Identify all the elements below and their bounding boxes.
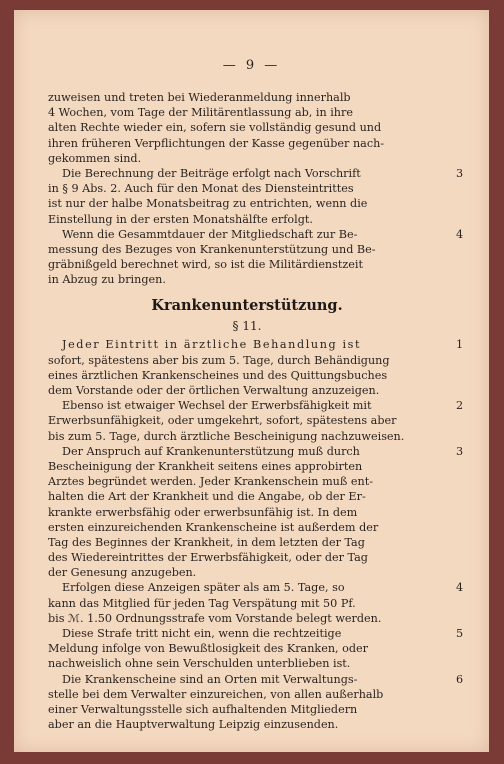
line-text: Bescheinigung der Krankheit seitens eines approbirten [48, 459, 363, 473]
text-line [48, 717, 446, 732]
text-line [48, 596, 446, 611]
text-line [48, 242, 446, 257]
text-line [48, 641, 446, 656]
line-text: alten Rechte wieder ein, sofern sie vollständig gesund und [48, 121, 382, 135]
text-line [48, 337, 464, 352]
text-line [48, 353, 446, 368]
line-text: halten die Art der Krankheit und die Angabe, ob der Er- [48, 490, 366, 504]
text-line [48, 672, 464, 687]
text-line [48, 550, 446, 565]
text-line [48, 459, 446, 474]
line-text: bis zum 5. Tage, durch ärztliche Bescheinigung nachzuweisen. [48, 429, 405, 443]
section-number: § 11. [232, 319, 262, 334]
text-line [48, 227, 464, 242]
text-line [48, 505, 446, 520]
text-line [48, 136, 446, 151]
text-line [48, 656, 446, 671]
text-line [48, 626, 464, 641]
line-text: dem Vorstande oder der örtlichen Verwaltung anzuzeigen. [48, 384, 380, 397]
text-line [48, 257, 446, 272]
text-line [48, 429, 446, 444]
line-text: ist nur der halbe Monatsbeitrag zu entrichten, wenn die [48, 197, 368, 211]
text-line [48, 383, 446, 398]
line-text: gräbnißgeld berechnet wird, so ist die Militärdienstzeit [48, 258, 363, 272]
text-line [48, 272, 446, 287]
text-line [48, 166, 464, 181]
line-text: Ebenso ist etwaiger Wechsel der Erwerbsfähigkeit mit [62, 399, 372, 413]
margin-paragraph-number: 3 [456, 444, 464, 458]
line-text: zuweisen und treten bei Wiederanmeldung innerhalb [48, 91, 351, 104]
line-text: der Genesung anzugeben. [48, 566, 197, 580]
text-line [48, 398, 464, 413]
text-line [48, 444, 464, 459]
line-text: Tag des Beginnes der Krankheit, in dem letzten der Tag [48, 535, 365, 549]
line-text: Der Anspruch auf Krankenunterstützung muß durch [62, 444, 360, 458]
line-text: eines ärztlichen Krankenscheines und des Quittungsbuches [48, 368, 388, 382]
text-line [48, 181, 446, 196]
text-line [48, 413, 446, 428]
text-line [48, 196, 446, 211]
line-text: in Abzug zu bringen. [48, 273, 166, 287]
text-line [48, 580, 464, 595]
text-line [48, 212, 446, 227]
margin-paragraph-number: 2 [456, 399, 464, 413]
paragraph-group-section-11 [48, 337, 464, 732]
margin-paragraph-number: 6 [456, 672, 464, 686]
line-text: Einstellung in der ersten Monatshälfte erfolgt. [48, 212, 313, 226]
line-text: Diese Strafe tritt nicht ein, wenn die rechtzeitige [62, 627, 342, 640]
text-line [48, 151, 446, 166]
text-line [48, 489, 446, 504]
line-text: ihren früheren Verpflichtungen der Kasse gegenüber nach- [48, 136, 385, 150]
line-text: 4 Wochen, vom Tage der Militärentlassung ab, in ihre [48, 106, 353, 120]
page-number: — 9 — [222, 58, 281, 73]
margin-paragraph-number: 4 [456, 227, 464, 241]
line-text: gekommen sind. [48, 151, 142, 165]
line-text: messung des Bezuges von Krankenunterstützung und Be- [48, 242, 376, 256]
line-text: Erwerbsunfähigkeit, oder umgekehrt, sofort, spätestens aber [48, 414, 397, 428]
text-line [48, 368, 446, 383]
line-text: ersten einzureichenden Krankenscheine ist außerdem der [48, 520, 379, 534]
line-text: Meldung infolge von Bewußtlosigkeit des Kranken, oder [48, 642, 368, 656]
text-line [48, 120, 446, 135]
section-heading: Krankenunterstützung. [151, 297, 343, 315]
line-text: Erfolgen diese Anzeigen später als am 5. Tage, so [62, 581, 345, 595]
text-line [48, 474, 446, 489]
line-text: nachweislich ohne sein Verschulden unterblieben ist. [48, 657, 351, 671]
line-text: Jeder Eintritt in ärztliche Behandlung ist [62, 338, 362, 352]
margin-paragraph-number: 1 [456, 338, 464, 352]
text-line [48, 702, 446, 717]
margin-paragraph-number: 4 [456, 581, 464, 595]
text-line [48, 565, 446, 580]
text-line [48, 687, 446, 702]
text-line [48, 105, 446, 120]
line-text: einer Verwaltungsstelle sich aufhaltenden Mitgliedern [48, 702, 358, 716]
text-line [48, 611, 446, 626]
line-text: kann das Mitglied für jeden Tag Verspätung mit 50 Pf. [48, 596, 356, 610]
text-body [48, 90, 464, 732]
line-text: aber an die Hauptverwaltung Leipzig einzusenden. [48, 718, 339, 732]
line-text: stelle bei dem Verwalter einzureichen, von allen außerhalb [48, 687, 384, 701]
text-line [48, 535, 446, 550]
line-text: in § 9 Abs. 2. Auch für den Monat des Diensteintrittes [48, 182, 354, 196]
line-text: des Wiedereintrittes der Erwerbsfähigkeit, oder der Tag [48, 551, 368, 565]
line-text: Die Krankenscheine sind an Orten mit Verwaltungs- [62, 672, 358, 686]
line-text: bis ℳ. 1.50 Ordnungsstrafe vom Vorstande belegt werden. [48, 611, 382, 625]
document-page [14, 10, 489, 752]
line-text: sofort, spätestens aber bis zum 5. Tage, durch Behändigung [48, 353, 390, 367]
margin-paragraph-number: 5 [456, 627, 464, 640]
line-text: krankte erwerbsfähig oder erwerbsunfähig ist. In dem [48, 505, 358, 519]
text-line [48, 90, 446, 105]
paragraph-group-continuation [48, 90, 464, 287]
text-line [48, 520, 446, 535]
line-text: Arztes begründet werden. Jeder Krankenschein muß ent- [48, 475, 374, 489]
line-text: Die Berechnung der Beiträge erfolgt nach Vorschrift [62, 166, 361, 180]
line-text: Wenn die Gesammtdauer der Mitgliedschaft zur Be- [62, 227, 358, 241]
margin-paragraph-number: 3 [456, 166, 464, 180]
